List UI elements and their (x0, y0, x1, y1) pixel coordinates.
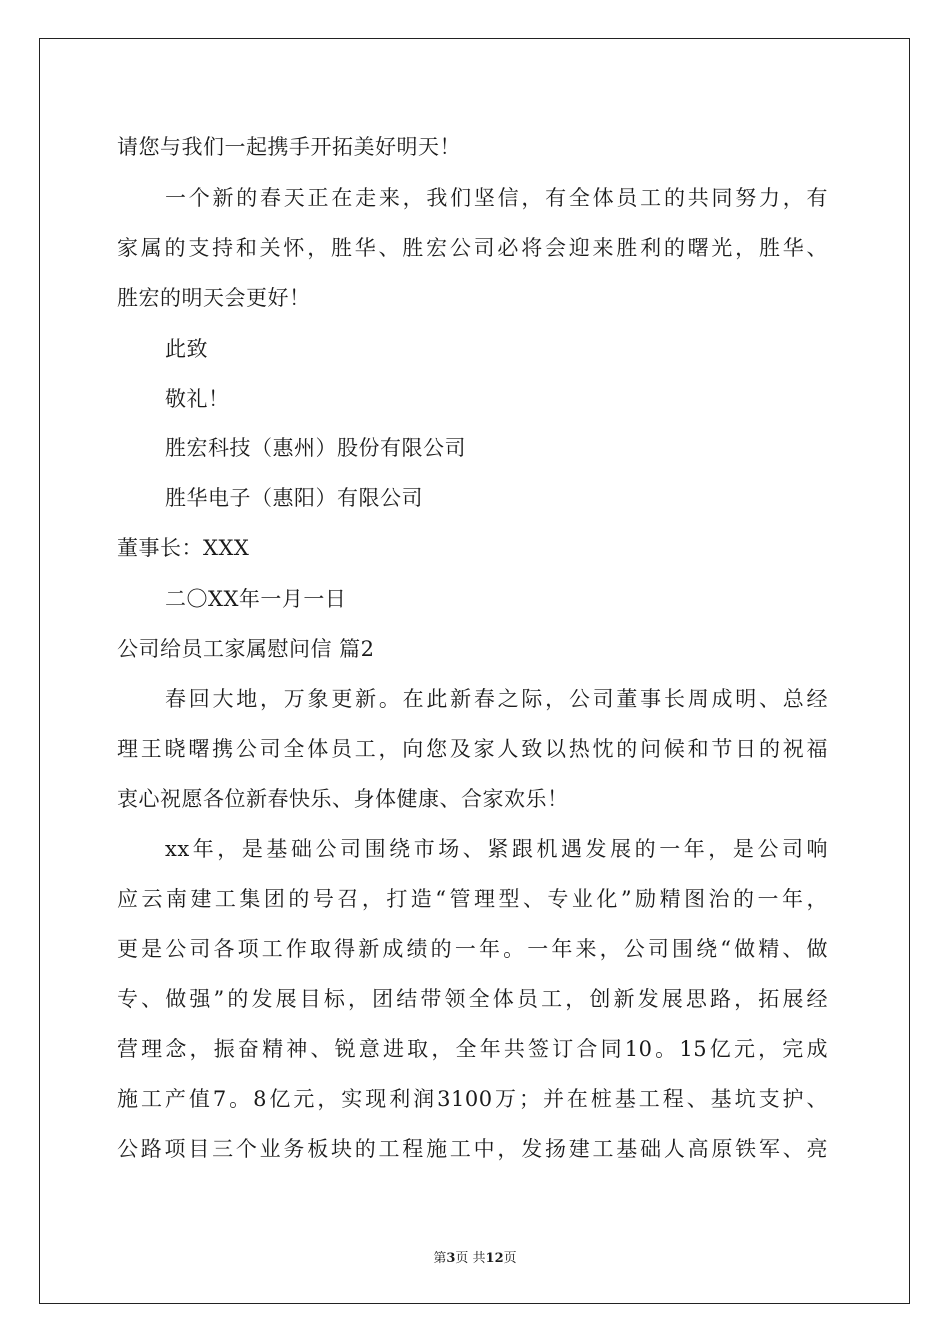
salutation-line: 此致 (165, 337, 208, 361)
text-line-2: 一个新的春天正在走来，我们坚信，有全体员工的共同努力，有 (165, 186, 828, 210)
current-page-number: 3 (446, 1251, 456, 1266)
text-line-19: 营理念，振奋精神、锐意进取，全年共签订合同10。15亿元，完成 (117, 1037, 828, 1061)
text-line-4: 胜宏的明天会更好！ (117, 286, 311, 310)
signature-company-1: 胜宏科技（惠州）股份有限公司 (165, 436, 466, 460)
text-line-13: 理王晓曙携公司全体员工，向您及家人致以热忱的问候和节日的祝福 (117, 737, 828, 761)
text-line-18: 专、做强”的发展目标，团结带领全体员工，创新发展思路，拓展经 (117, 987, 828, 1011)
text-line-12: 春回大地，万象更新。在此新春之际，公司董事长周成明、总经 (165, 687, 828, 711)
closing-line: 敬礼！ (165, 387, 230, 411)
text-line-3: 家属的支持和关怀，胜华、胜宏公司必将会迎来胜利的曙光，胜华、 (117, 236, 828, 260)
text-line-1: 请您与我们一起携手开拓美好明天！ (117, 135, 461, 159)
footer-prefix: 第 (433, 1251, 447, 1266)
section-heading: 公司给员工家属慰问信 篇2 (117, 637, 375, 661)
total-page-number: 12 (485, 1251, 504, 1266)
signature-chairman: 董事长：XXX (117, 536, 250, 560)
footer-suffix: 页 (503, 1251, 517, 1266)
footer-mid: 页 共 (455, 1251, 486, 1266)
text-line-20: 施工产值7。8亿元，实现利润3100万；并在桩基工程、基坑支护、 (117, 1087, 828, 1111)
signature-company-2: 胜华电子（惠阳）有限公司 (165, 486, 423, 510)
page-border (39, 38, 910, 1304)
signature-date: 二〇XX年一月一日 (165, 587, 347, 611)
text-line-16: 应云南建工集团的号召，打造“管理型、专业化”励精图治的一年， (117, 887, 828, 911)
page-footer (0, 1247, 950, 1266)
text-line-15: xx年，是基础公司围绕市场、紧跟机遇发展的一年，是公司响 (165, 837, 828, 861)
text-line-17: 更是公司各项工作取得新成绩的一年。一年来，公司围绕“做精、做 (117, 937, 828, 961)
text-line-21: 公路项目三个业务板块的工程施工中，发扬建工基础人高原铁军、亮 (117, 1137, 828, 1161)
text-line-14: 衷心祝愿各位新春快乐、身体健康、合家欢乐！ (117, 787, 569, 811)
